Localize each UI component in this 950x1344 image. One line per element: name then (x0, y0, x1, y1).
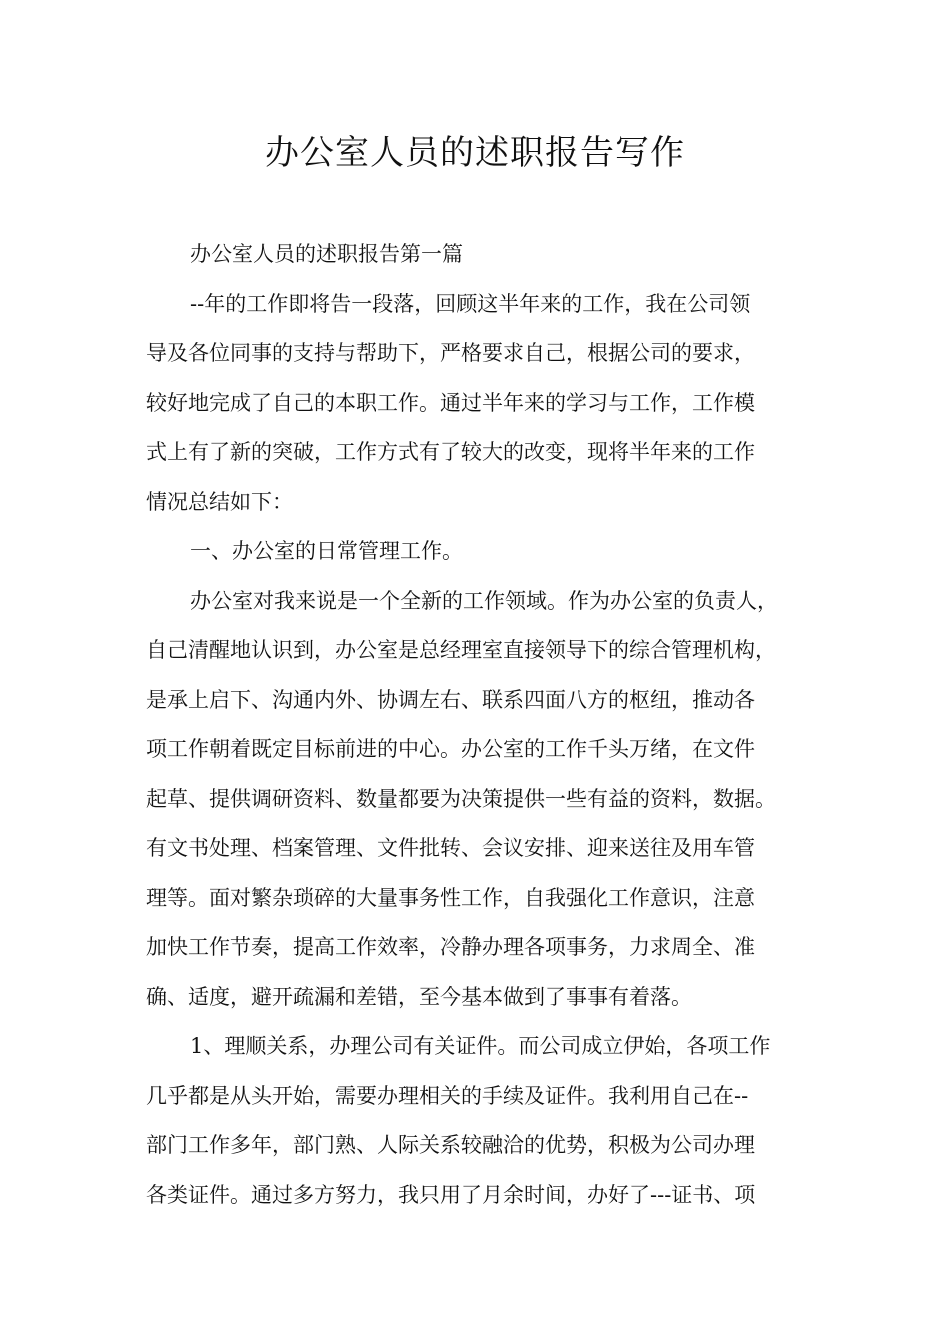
body-line: 办公室人员的述职报告第一篇 (190, 242, 463, 266)
body-line: 理等。面对繁杂琐碎的大量事务性工作，自我强化工作意识，注意 (146, 885, 755, 910)
body-line: --年的工作即将告一段落，回顾这半年来的工作，我在公司领 (190, 291, 751, 316)
body-line: 办公室对我来说是一个全新的工作领域。作为办公室的负责人， (190, 588, 778, 613)
body-line: 起草、提供调研资料、数量都要为决策提供一些有益的资料，数据。 (146, 786, 776, 811)
body-line: 一、办公室的日常管理工作。 (190, 539, 463, 563)
body-line: 项工作朝着既定目标前进的中心。办公室的工作千头万绪，在文件 (146, 737, 755, 761)
body-line: 是承上启下、沟通内外、协调左右、联系四面八方的枢纽，推动各 (146, 687, 755, 712)
body-line: 1、理顺关系，办理公司有关证件。而公司成立伊始，各项工作 (190, 1034, 771, 1058)
body-line: 较好地完成了自己的本职工作。通过半年来的学习与工作，工作模 (146, 390, 755, 415)
document-body (146, 230, 810, 1220)
body-line: 确、适度，避开疏漏和差错，至今基本做到了事事有着落。 (146, 984, 692, 1009)
body-line: 情况总结如下： (146, 489, 293, 514)
body-line: 几乎都是从头开始，需要办理相关的手续及证件。我利用自己在-- (146, 1083, 749, 1108)
body-line: 加快工作节奏，提高工作效率，冷静办理各项事务，力求周全、准 (146, 935, 755, 959)
body-line: 导及各位同事的支持与帮助下，严格要求自己，根据公司的要求， (146, 341, 755, 365)
body-line: 部门工作多年，部门熟、人际关系较融洽的优势，积极为公司办理 (146, 1133, 755, 1157)
document-title: 办公室人员的述职报告写作 (265, 133, 685, 173)
body-line: 有文书处理、档案管理、文件批转、会议安排、迎来送往及用车管 (146, 836, 755, 860)
body-line: 式上有了新的突破，工作方式有了较大的改变，现将半年来的工作 (146, 440, 755, 464)
body-line: 自己清醒地认识到，办公室是总经理室直接领导下的综合管理机构， (146, 638, 776, 662)
body-line: 各类证件。通过多方努力，我只用了月余时间，办好了---证书、项 (146, 1182, 756, 1207)
